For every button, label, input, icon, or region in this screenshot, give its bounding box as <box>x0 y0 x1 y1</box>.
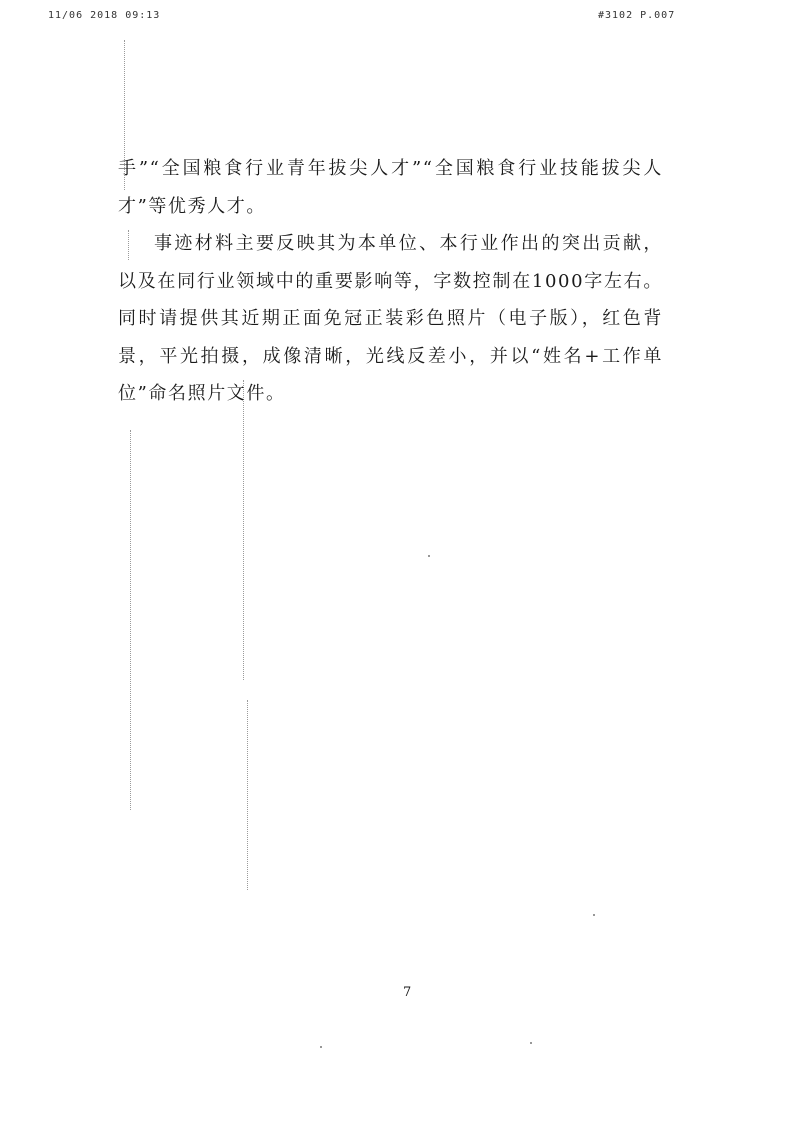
scan-speck <box>320 1046 322 1048</box>
fax-datetime: 11/06 2018 09:13 <box>48 10 161 21</box>
scan-artifact-line <box>243 380 244 680</box>
scan-artifact-line <box>130 430 131 810</box>
scan-speck <box>593 914 595 916</box>
page-number: 7 <box>403 985 412 1000</box>
scan-artifact-line <box>247 700 248 890</box>
paragraph-continuation: 手”“全国粮食行业青年拔尖人才”“全国粮食行业技能拔尖人才”等优秀人才。 <box>118 158 663 217</box>
document-body <box>118 150 663 413</box>
paragraph-requirements: 事迹材料主要反映其为本单位、本行业作出的突出贡献，以及在同行业领域中的重要影响等，字数控制在1000字左右。同时请提供其近期正面免冠正装彩色照片（电子版），红色背景，平光拍摄，成像清晰，光线反差小，并以“姓名+工作单位”命名照片文件。 <box>118 233 663 404</box>
scan-speck <box>428 555 430 557</box>
scan-speck <box>530 1042 532 1044</box>
fax-page-reference: #3102 P.007 <box>598 10 676 21</box>
fax-header <box>0 10 793 28</box>
